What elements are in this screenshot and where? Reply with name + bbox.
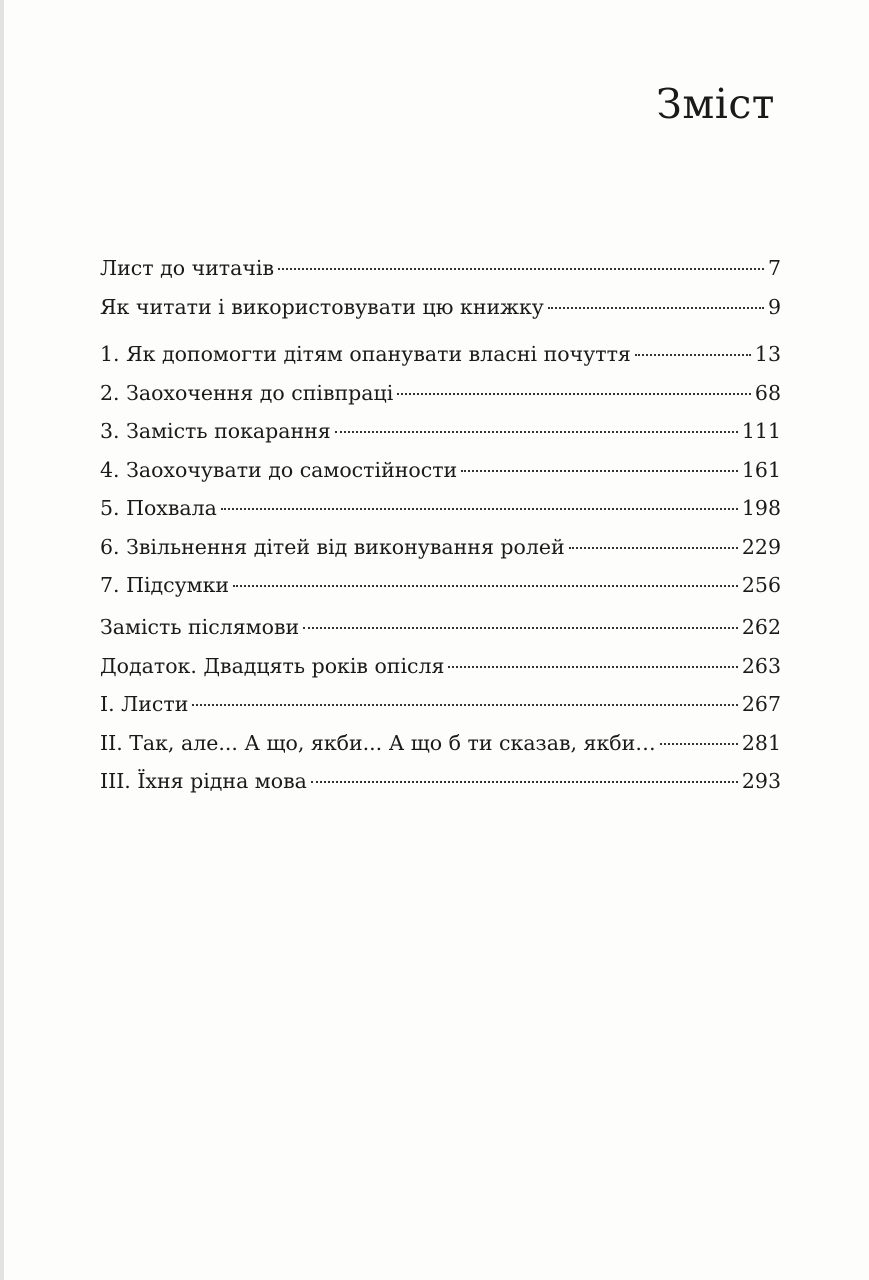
dot-leader [335,431,738,433]
toc-entry[interactable] [100,608,781,647]
dot-leader [448,666,737,668]
toc-entry-label: 2. Заохочення до співпраці [100,380,394,405]
toc-entry-page: 229 [741,534,781,559]
toc-entry-page: 267 [741,692,781,716]
toc-entry-label: 5. Похвала [100,496,217,520]
dot-leader [278,268,764,270]
toc-entry-label: ІІ. Так, але... А що, якби... А що б ти сказав, якби… [100,730,656,755]
toc-entry-label: 1. Як допомогти дітям опанувати власні почуття [100,342,631,366]
page-edge [0,0,4,1280]
toc-entry[interactable] [100,724,781,763]
toc-entry-label: Лист до читачів [100,256,275,280]
toc-entry-page: 262 [741,615,781,639]
toc-entry-page: 281 [741,730,781,755]
toc-entry-page: 111 [741,419,781,443]
dot-leader [233,585,738,587]
dot-leader [192,704,737,706]
toc-entry[interactable] [100,685,781,724]
toc-entry[interactable] [100,489,781,528]
dot-leader [635,354,751,356]
toc-entry-page: 161 [741,457,781,482]
toc-entry-page: 9 [767,294,781,319]
toc-chapters-section [100,335,781,605]
toc-entry-page: 7 [767,256,781,280]
dot-leader [221,508,738,510]
toc-entry[interactable] [100,412,781,451]
toc-entry-label: 7. Підсумки [100,573,230,597]
dot-leader [303,627,738,629]
toc-appendix-section [100,608,781,801]
toc-intro-section [100,249,781,326]
toc-entry[interactable] [100,374,781,413]
toc-entry[interactable] [100,528,781,567]
toc-entry[interactable] [100,566,781,605]
toc-entry-label: Замість післямови [100,615,300,639]
toc-entry[interactable] [100,288,781,327]
toc-entry-page: 198 [741,496,781,520]
toc-entry-label: Додаток. Двадцять років опісля [100,653,445,678]
toc-entry[interactable] [100,762,781,801]
toc-entry-label: Як читати і використовувати цю книжку [100,294,544,319]
dot-leader [461,470,738,472]
toc-entry-page: 263 [741,653,781,678]
dot-leader [311,781,738,783]
toc-entry-label: 3. Замість покарання [100,419,331,443]
toc-entry[interactable] [100,249,781,288]
toc-entry-page: 293 [741,769,781,793]
toc-entry-label: І. Листи [100,692,189,716]
toc-entry-page: 256 [741,573,781,597]
dot-leader [569,547,738,549]
toc-entry-label: 4. Заохочувати до самостійности [100,457,458,482]
toc-entry-label: 6. Звільнення дітей від виконування ролей [100,534,565,559]
page-title: Зміст [656,80,775,128]
dot-leader [548,307,764,309]
dot-leader [397,393,751,395]
toc-entry[interactable] [100,451,781,490]
dot-leader [660,743,738,745]
toc-entry-page: 13 [754,342,781,366]
toc-entry-label: ІІІ. Їхня рідна мова [100,769,307,793]
toc-entry[interactable] [100,335,781,374]
toc-entry-page: 68 [754,380,781,405]
toc-entry[interactable] [100,647,781,686]
